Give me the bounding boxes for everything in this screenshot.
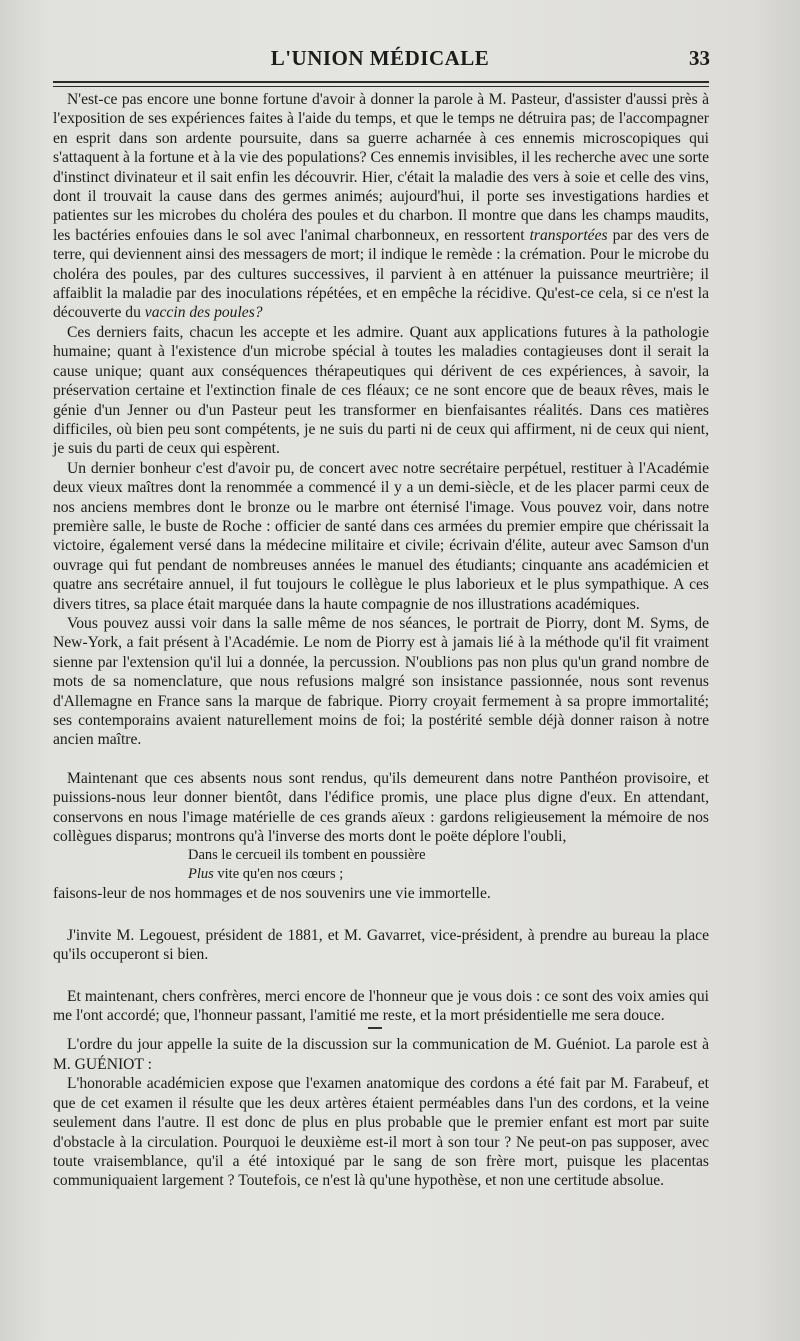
article-body (53, 90, 709, 1191)
paragraph-pantheon: Maintenant que ces absents nous sont rendus, qu'ils demeurent dans notre Panthéon provisoire, et puissions-nous leur donner bientôt, dans l'édifice promis, une place plus digne d'eux. En attendant, conservons en nous l'image matérielle de ces grands aïeux : gardons religieusement la mémoire de nos collègues disparus; montrons qu'à l'inverse des morts dont le poëte déplore l'oubli, (53, 769, 709, 846)
paragraph-gueniot: L'honorable académicien expose que l'examen anatomique des cordons a été fait par M. Farabeuf, et que de cet examen il résulte que les deux artères étaient perméables dans l'un des cordons, et la veine seulement dans l'autre. Il est donc de plus en plus probable que le premier enfant est mort par suite d'obstacle à la circulation. Pourquoi le deuxième est-il mort à son tour ? Ne peut-on pas supposer, avec toute vraisemblance, qu'il a été intoxiqué par le sang de son frère mort, puisque les placentas communiquaient largement ? Toutefois, ce n'est là qu'une hypothèse, et non une certitude absolue. (53, 1075, 709, 1190)
paragraph-invite: J'invite M. Legouest, président de 1881, et M. Gavarret, vice-président, à prendre au bureau la place qu'ils occuperont si bien. (53, 926, 709, 964)
paragraph-roche: Un dernier bonheur c'est d'avoir pu, de concert avec notre secrétaire perpétuel, restituer à l'Académie deux vieux maîtres dont la renommée a commencé il y a un demi-siècle, et de les placer parmi ceux de nos anciens membres dont le bronze ou le marbre ont éternisé l'image. Vous pouvez voir, dans notre première salle, le buste de Roche : officier de santé dans ces armées du premier empire que chérissait la victoire, également versé dans la médecine militaire et civile; écrivain d'élite, auteur avec Samson d'un ouvrage qui fut pendant de nombreuses années le manuel des étudiants; cinquante ans académicien et quatre ans secrétaire annuel, il fut toujours le collègue le plus laborieux et le plus sympathique. A ces divers titres, sa place était marquée dans la haute compagnie de nos illustrations académiques. (53, 459, 709, 613)
page-header (52, 46, 708, 72)
paragraph-applications: Ces derniers faits, chacun les accepte et les admire. Quant aux applications futures à la pathologie humaine; quant à l'existence d'un microbe spécial à toutes les maladies contagieuses dont il serait la cause unique; quant aux conséquences thérapeutiques qui dérivent de ces expériences, à savoir, la préservation certaine et l'extinction finale de ces fléaux; ce ne sont encore que de beaux rêves, mais le génie d'un Jenner ou d'un Pasteur peut les transformer en bienfaisantes réalités. Dans ces matières difficiles, où bien peu sont compétents, je ne suis du parti ni de ceux qui affirment, ni de ceux qui nient, je suis du parti de ceux qui espèrent. (53, 323, 709, 458)
header-rule (53, 81, 709, 87)
paragraph-after-poem: faisons-leur de nos hommages et de nos souvenirs une vie immortelle. (53, 885, 491, 903)
paragraph-pasteur: N'est-ce pas encore une bonne fortune d'avoir à donner la parole à M. Pasteur, d'assister d'aussi près à l'exposition de ses expériences faites à l'aide du temps, et que le temps ne détruira pas; de l'accompagner en esprit dans son ardente poursuite, dans sa guerre acharnée à ces ennemis microscopiques qui s'attaquent à la fortune et à la vie des populations? Ces ennemis invisibles, il les recherche avec une sorte d'instinct divinateur et il sait enfin les découvrir. Hier, c'était la maladie des vers à soie et celle des vins, dont il trouvait la cause dans des germes animés; aujourd'hui, il porte ses investigations hardies et patientes sur les microbes du choléra des poules et du charbon. Il montre que dans les champs maudits, les bactéries enfouies dans le sol avec l'animal charbonneux, en ressortent transportées par des vers de terre, qui deviennent ainsi des messagers de mort; il indique le remède : la crémation. Pour le microbe du choléra des poules, par des cultures successives, il parvient à en atténuer la puissance meurtrière; il affaiblit la maladie par des inoculations répétées, et en empêche la récidive. Qu'est-ce cela, si ce n'est la découverte du vaccin des poules? (53, 91, 709, 322)
paragraph-order-of-day: L'ordre du jour appelle la suite de la discussion sur la communication de M. Guéniot. La parole est à M. GUÉNIOT : (53, 1036, 709, 1073)
page-number: 33 (689, 46, 710, 70)
poem-line-2: Plus vite qu'en nos cœurs ; (188, 866, 344, 883)
running-title: L'UNION MÉDICALE (270, 46, 490, 70)
poem-line-1: Dans le cercueil ils tombent en poussière (188, 847, 426, 864)
paragraph-piorry: Vous pouvez aussi voir dans la salle même de nos séances, le portrait de Piorry, dont M. Syms, de New-York, a fait présent à l'Académie. Le nom de Piorry est à jamais lié à la méthode qu'il fit vraiment sienne par l'extension qu'il lui a donnée, la percussion. N'oublions pas non plus qu'un grand nombre de mots de sa nomenclature, que nous refusions malgré son insistance passionnée, nous sont revenus d'Allemagne en France sans la marque de fabrique. Piorry croyait fermement à sa propre immortalité; ses contemporains avaient naturellement moins de foi; la postérité semble déjà donner raison à notre ancien maître. (53, 614, 709, 749)
poem-quote (53, 846, 709, 884)
section-separator (368, 1027, 382, 1029)
paragraph-thanks: Et maintenant, chers confrères, merci encore de l'honneur que je vous dois : ce sont des voix amies qui me l'ont accordé; que, l'honneur passant, l'amitié me reste, et la mort présidentielle me sera douce. (53, 987, 709, 1025)
